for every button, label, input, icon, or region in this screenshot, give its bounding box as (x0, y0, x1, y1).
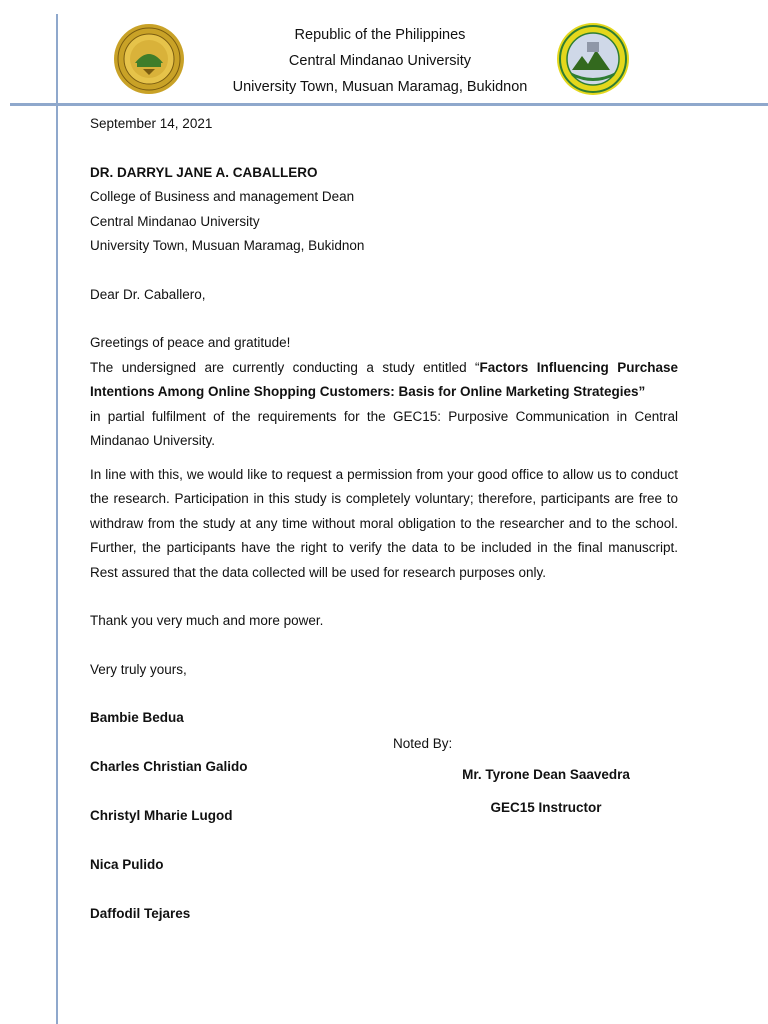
recipient-name: DR. DARRYL JANE A. CABALLERO (90, 164, 318, 180)
letterhead (0, 0, 768, 104)
signatory-list (90, 706, 678, 927)
college-business-management-seal-icon (556, 22, 630, 96)
noted-by-label: Noted By: (393, 736, 453, 751)
signatory-name: Christyl Mharie Lugod (90, 808, 233, 823)
study-intro: The undersigned are currently conducting a study entitled “ (90, 359, 480, 375)
study-paragraph (90, 356, 678, 405)
signatory-name: Charles Christian Galido (90, 759, 248, 774)
instructor-name: Mr. Tyrone Dean Saavedra (462, 767, 630, 782)
request-paragraph: In line with this, we would like to request a permission from your good office to allow us to conduct the research. Participation in this study is completely voluntary; therefore, participants are free to withdraw from the study at any time without moral obligation to the researcher and to the school. Further, the participants have the right to verify the data to be included in the final manuscript. Rest assured that the data collected will be used for research purposes only. (90, 466, 678, 580)
left-margin-rule (56, 14, 58, 1024)
closing-line: Very truly yours, (90, 661, 187, 677)
instructor-title: GEC15 Instructor (490, 800, 602, 815)
recipient-address: University Town, Musuan Maramag, Bukidnon (90, 238, 365, 253)
salutation: Dear Dr. Caballero, (90, 286, 206, 302)
greeting: Greetings of peace and gratitude! (90, 335, 291, 350)
country-line: Republic of the Philippines (294, 27, 466, 43)
letterhead-text (190, 22, 570, 100)
university-line: Central Mindanao University (288, 53, 472, 69)
thanks-line: Thank you very much and more power. (90, 613, 324, 628)
signatory-name: Daffodil Tejares (90, 906, 191, 921)
study-title: Factors Influencing Purchase Intentions Among Online Shopping Customers: Basis for Online Marketing Strategies” (90, 359, 678, 399)
signatory-name: Nica Pulido (90, 857, 164, 872)
address-line: University Town, Musuan Maramag, Bukidnon (232, 79, 528, 95)
recipient-title: College of Business and management Dean (90, 189, 355, 204)
recipient-org: Central Mindanao University (90, 213, 260, 229)
study-purpose: in partial fulfilment of the requirements for the GEC15: Purposive Communication in Central Mindanao University. (90, 408, 678, 448)
letter-body (90, 112, 678, 951)
cmu-seal-icon (113, 23, 185, 95)
signatory-name: Bambie Bedua (90, 710, 184, 725)
letter-date: September 14, 2021 (90, 116, 213, 131)
